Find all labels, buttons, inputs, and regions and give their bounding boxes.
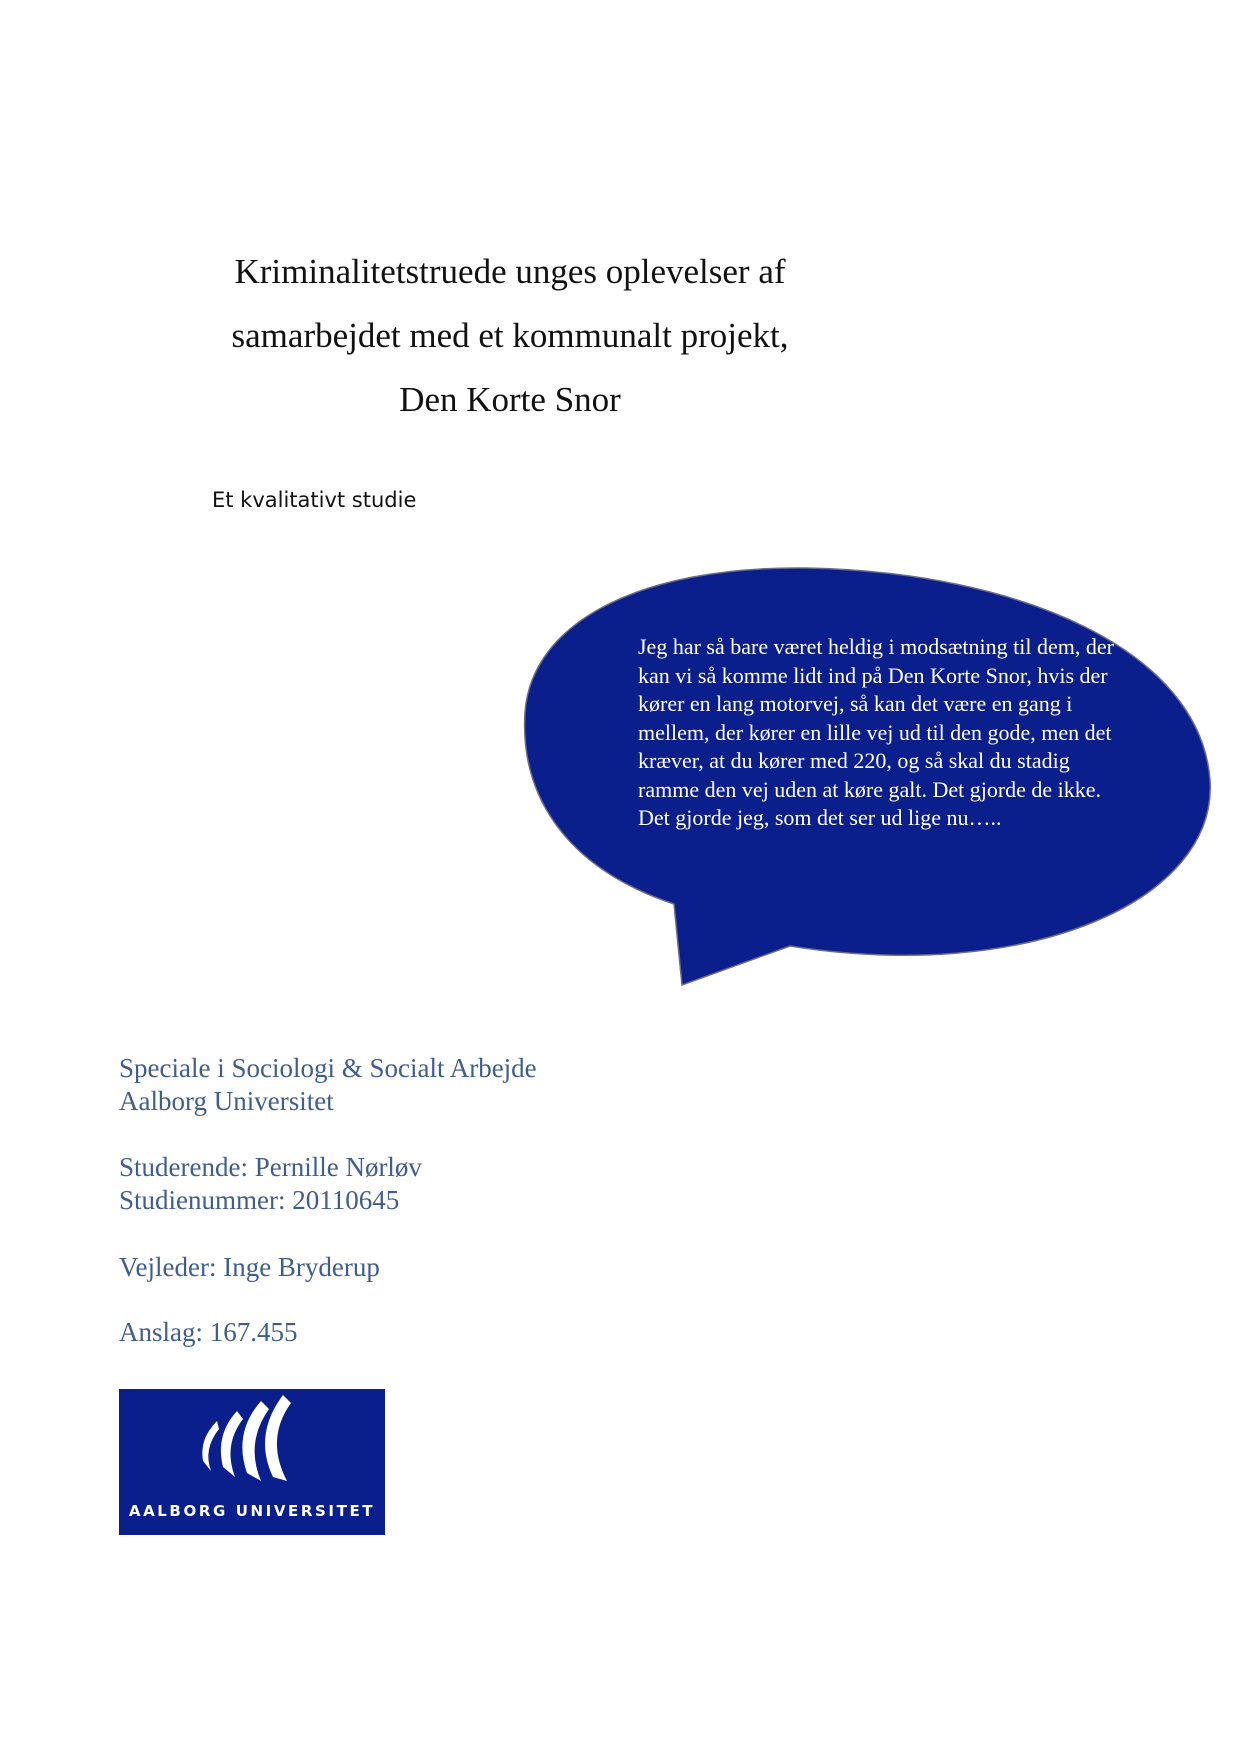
title-line-2: samarbejdet med et kommunalt projekt,: [231, 316, 789, 355]
document-subtitle: Et kvalitativt studie: [212, 488, 417, 512]
university-name: Aalborg Universitet: [119, 1086, 334, 1116]
student-number: Studienummer: 20110645: [119, 1185, 400, 1215]
university-logo: [119, 1389, 385, 1535]
student-block: [119, 1151, 422, 1217]
quote-text: Jeg har så bare været heldig i modsætning til dem, der kan vi så komme lidt ind på Den Korte Snor, hvis der kører en lang motorvej, så kan det være en gang i mellem, der kører en lille vej ud til den gode, men det kræver, at du kører med 220, og så skal du stadig ramme den vej uden at køre galt. Det gjorde de ikke. Det gjorde jeg, som det ser ud lige nu…..: [638, 634, 1114, 830]
title-line-1: Kriminalitetstruede unges oplevelser af: [234, 252, 786, 291]
wave-icon: [119, 1389, 385, 1499]
student-name: Studerende: Pernille Nørløv: [119, 1152, 422, 1182]
program-name: Speciale i Sociologi & Socialt Arbejde: [119, 1053, 537, 1083]
title-line-3: Den Korte Snor: [399, 380, 621, 419]
supervisor: Vejleder: Inge Bryderup: [119, 1252, 380, 1282]
character-count: Anslag: 167.455: [119, 1317, 298, 1347]
logo-text: AALBORG UNIVERSITET: [128, 1502, 376, 1520]
program-block: [119, 1052, 537, 1118]
